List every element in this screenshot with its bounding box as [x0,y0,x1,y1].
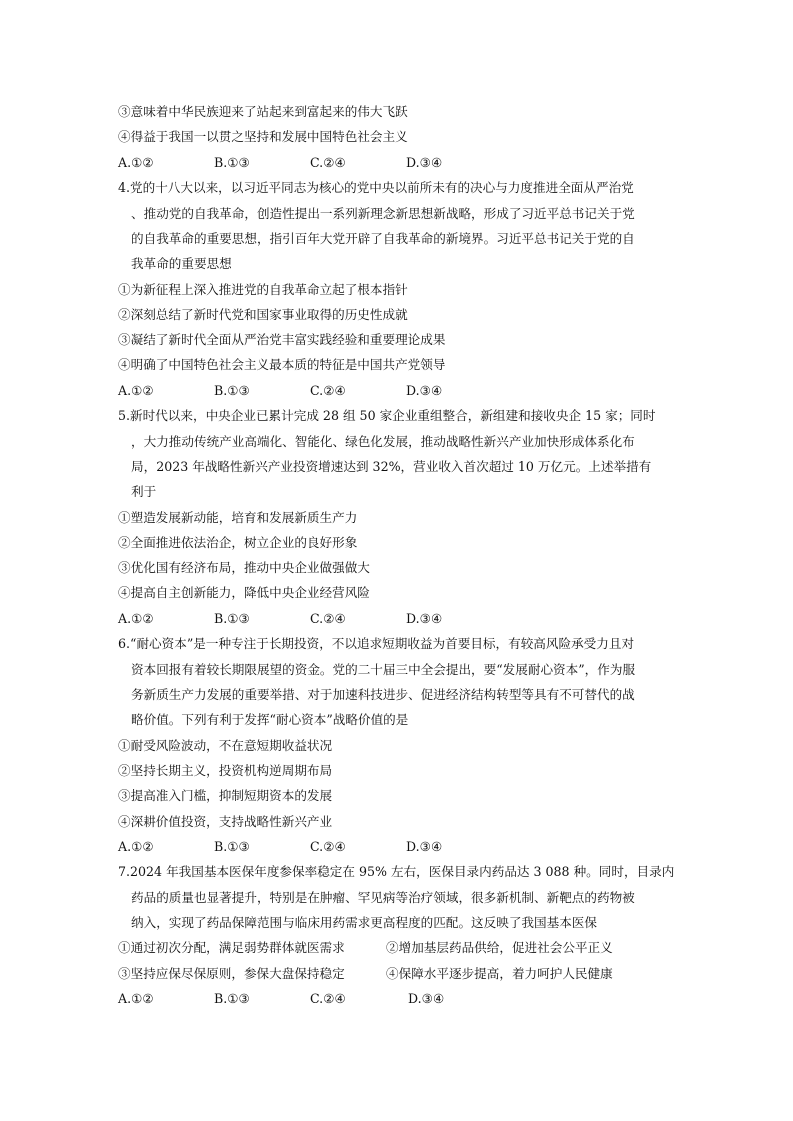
q4-stem-line-1: 4.党的十八大以来，以习近平同志为核心的党中央以前所未有的决心与力度推进全面从严治党 [118,180,634,195]
q5-item-1: ①塑造发展新动能，培育和发展新质生产力 [118,510,358,525]
q4-item-4: ④明确了中国特色社会主义最本质的特征是中国共产党领导 [118,357,446,372]
q6-stem-line-4: 略价值。下列有利于发挥“耐心资本”战略价值的是 [131,712,409,727]
q5-option-c[interactable]: C.②④ [310,611,346,626]
q7-item-1: ①通过初次分配，满足弱势群体就医需求 [118,940,345,955]
q7-item-4: ④保障水平逐步提高，着力呵护人民健康 [386,966,613,981]
q7-option-b[interactable]: B.①③ [214,991,250,1006]
q5-option-a[interactable]: A.①② [118,611,154,626]
q6-item-3: ③提高准入门槛，抑制短期资本的发展 [118,788,333,803]
q3-option-b[interactable]: B.①③ [214,155,250,170]
q7-option-a[interactable]: A.①② [118,991,154,1006]
q6-stem-line-3: 务新质生产力发展的重要举措、对于加速科技进步、促进经济结构转型等具有不可替代的战 [131,687,635,702]
q6-stem-line-2: 资本回报有着较长期限展望的资金。党的二十届三中全会提出，要“发展耐心资本”，作为服 [131,662,636,677]
q5-item-4: ④提高自主创新能力，降低中央企业经营风险 [118,585,370,600]
q7-stem-line-1: 7.2024 年我国基本医保年度参保率稳定在 95% 左右，医保目录内药品达 3 088 种。同时，目录内 [118,864,675,879]
q4-item-2: ②深刻总结了新时代党和国家事业取得的历史性成就 [118,307,408,322]
q6-option-a[interactable]: A.①② [118,839,154,854]
q4-option-c[interactable]: C.②④ [310,383,346,398]
q5-stem-line-2: ，大力推动传统产业高端化、智能化、绿色化发展，推动战略性新兴产业加快形成体系化布 [131,434,635,449]
q7-option-c[interactable]: C.②④ [310,991,346,1006]
q4-item-1: ①为新征程上深入推进党的自我革命立起了根本指针 [118,282,408,297]
q4-option-d[interactable]: D.③④ [406,383,443,398]
q3-option-d[interactable]: D.③④ [406,155,443,170]
q5-item-2: ②全面推进依法治企，树立企业的良好形象 [118,535,358,550]
q4-item-3: ③凝结了新时代全面从严治党丰富实践经验和重要理论成果 [118,332,446,347]
q5-stem-line-1: 5.新时代以来，中央企业已累计完成 28 组 50 家企业重组整合，新组建和接收央企 15 家；同时 [118,408,656,423]
q5-stem-line-3: 局，2023 年战略性新兴产业投资增速达到 32%，营业收入首次超过 10 万亿元。上述举措有 [131,459,652,474]
q3-item-4: ④得益于我国一以贯之坚持和发展中国特色社会主义 [118,129,408,144]
q5-item-3: ③优化国有经济布局，推动中央企业做强做大 [118,560,370,575]
q3-item-3: ③意味着中华民族迎来了站起来到富起来的伟大飞跃 [118,104,408,119]
q3-option-c[interactable]: C.②④ [310,155,346,170]
q4-stem-line-2: 、推动党的自我革命，创造性提出一系列新理念新思想新战略，形成了习近平总书记关于党 [131,206,635,221]
q6-option-d[interactable]: D.③④ [406,839,443,854]
q6-item-4: ④深耕价值投资，支持战略性新兴产业 [118,814,333,829]
q3-option-a[interactable]: A.①② [118,155,154,170]
q6-option-b[interactable]: B.①③ [214,839,250,854]
q5-option-b[interactable]: B.①③ [214,611,250,626]
q5-stem-line-4: 利于 [131,484,157,499]
q5-option-d[interactable]: D.③④ [406,611,443,626]
q7-item-2: ②增加基层药品供给，促进社会公平正义 [386,940,613,955]
q4-stem-line-4: 我革命的重要思想 [131,256,232,271]
q6-stem-line-1: 6.“耐心资本”是一种专注于长期投资，不以追求短期收益为首要目标，有较高风险承受力且对 [118,636,635,651]
q6-option-c[interactable]: C.②④ [310,839,346,854]
q7-item-3: ③坚持应保尽保原则，参保大盘保持稳定 [118,966,345,981]
q7-stem-line-2: 药品的质量也显著提升，特别是在肿瘤、罕见病等治疗领域，很多新机制、新靶点的药物被 [131,890,635,905]
q4-option-b[interactable]: B.①③ [214,383,250,398]
q4-option-a[interactable]: A.①② [118,383,154,398]
q4-stem-line-3: 的自我革命的重要思想，指引百年大党开辟了自我革命的新境界。习近平总书记关于党的自 [131,231,635,246]
q6-item-1: ①耐受风险波动，不在意短期收益状况 [118,738,333,753]
q7-option-d[interactable]: D.③④ [408,991,445,1006]
q7-stem-line-3: 纳入，实现了药品保障范围与临床用药需求更高程度的匹配。这反映了我国基本医保 [131,915,597,930]
q6-item-2: ②坚持长期主义，投资机构逆周期布局 [118,763,333,778]
